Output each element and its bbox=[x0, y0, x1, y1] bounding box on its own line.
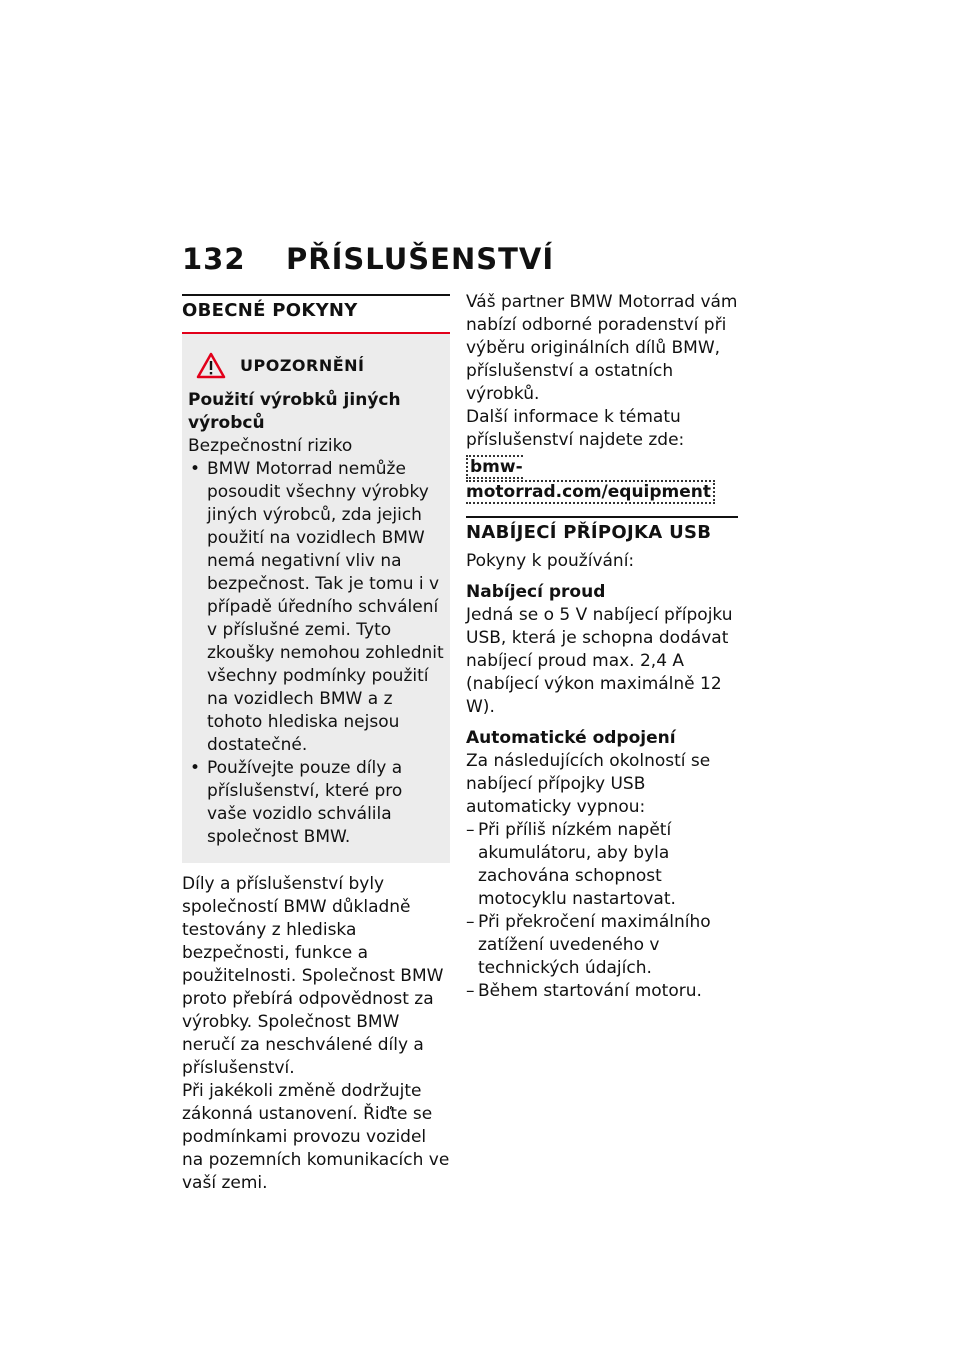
paragraph-parts-testing: Díly a příslušenství byly společností BMW důkladně testovány z hlediska bezpečnosti, funkce a použitelnosti. Společnost BMW proto přebírá odpovědnost za výrobky. Společnost BMW neručí za neschválené díly a příslušenství. bbox=[182, 874, 444, 1078]
warning-bullet: • Používejte pouze díly a příslušenství, které pro vaše vozidlo schválila společnost BMW. bbox=[188, 757, 444, 849]
right-column bbox=[466, 291, 738, 1003]
warning-header bbox=[196, 352, 444, 379]
auto-disconnect-list bbox=[466, 819, 738, 1003]
warning-subheading: Bezpečnostní riziko bbox=[188, 436, 353, 456]
warning-triangle-icon bbox=[196, 352, 226, 379]
paragraph-more-info: Další informace k tématu příslušenství najdete zde: bbox=[466, 407, 685, 450]
list-item: – Při příliš nízkém napětí akumulátoru, aby byla zachována schopnost motocyklu nastartovat. bbox=[466, 819, 738, 911]
charging-current-text: Jedná se o 5 V nabíjecí přípojku USB, která je schopna dodávat nabíjecí proud max. 2,4 A (nabíjecí výkon maximálně 12 W). bbox=[466, 605, 733, 717]
paragraph-legal-regulations: Při jakékoli změně dodržujte zákonná ustanovení. Řiďte se podmínkami provozu vozidel na pozemních komunikacích ve vaší zemi. bbox=[182, 1081, 450, 1193]
warning-bullet: • BMW Motorrad nemůže posoudit všechny výrobky jiných výrobců, zda jejich použití na vozidlech BMW nemá negativní vliv na bezpečnost. Tak je tomu i v případě úředního schválení v příslušné zemi. Tyto zkoušky nemohou zohlednit všechny podmínky použití na vozidlech BMW a z tohoto hlediska nejsou dostatečné. bbox=[188, 458, 444, 757]
auto-disconnect-heading: Automatické odpojení bbox=[466, 728, 676, 748]
warning-box bbox=[182, 334, 450, 863]
warning-bullets bbox=[188, 458, 444, 849]
warning-heading: Použití výrobků jiných výrobců bbox=[188, 390, 401, 433]
left-column bbox=[182, 294, 450, 1195]
list-item: – Při překročení maximálního zatížení uvedeného v technických údajích. bbox=[466, 911, 738, 980]
charging-current-heading: Nabíjecí proud bbox=[466, 582, 606, 602]
link-wrapper bbox=[466, 454, 738, 504]
page-header bbox=[182, 242, 554, 276]
auto-disconnect-text: Za následujících okolností se nabíjecí přípojky USB automaticky vypnou: bbox=[466, 751, 711, 817]
section-title-usb: NABÍJECÍ PŘÍPOJKA USB bbox=[466, 522, 712, 543]
chapter-title: PŘÍSLUŠENSTVÍ bbox=[286, 242, 555, 276]
section-title-general: OBECNÉ POKYNY bbox=[182, 300, 358, 321]
warning-label: UPOZORNĚNÍ bbox=[240, 356, 365, 375]
page-number: 132 bbox=[182, 242, 246, 276]
equipment-link[interactable]: bmw-motorrad.com/equipment bbox=[466, 455, 715, 504]
paragraph-dealer-advice: Váš partner BMW Motorrad vám nabízí odborné poradenství při výběru originálních dílů BMW, příslušenství a ostatních výrobků. bbox=[466, 292, 738, 404]
usb-intro: Pokyny k používání: bbox=[466, 551, 635, 571]
list-item: – Během startování motoru. bbox=[466, 980, 738, 1003]
